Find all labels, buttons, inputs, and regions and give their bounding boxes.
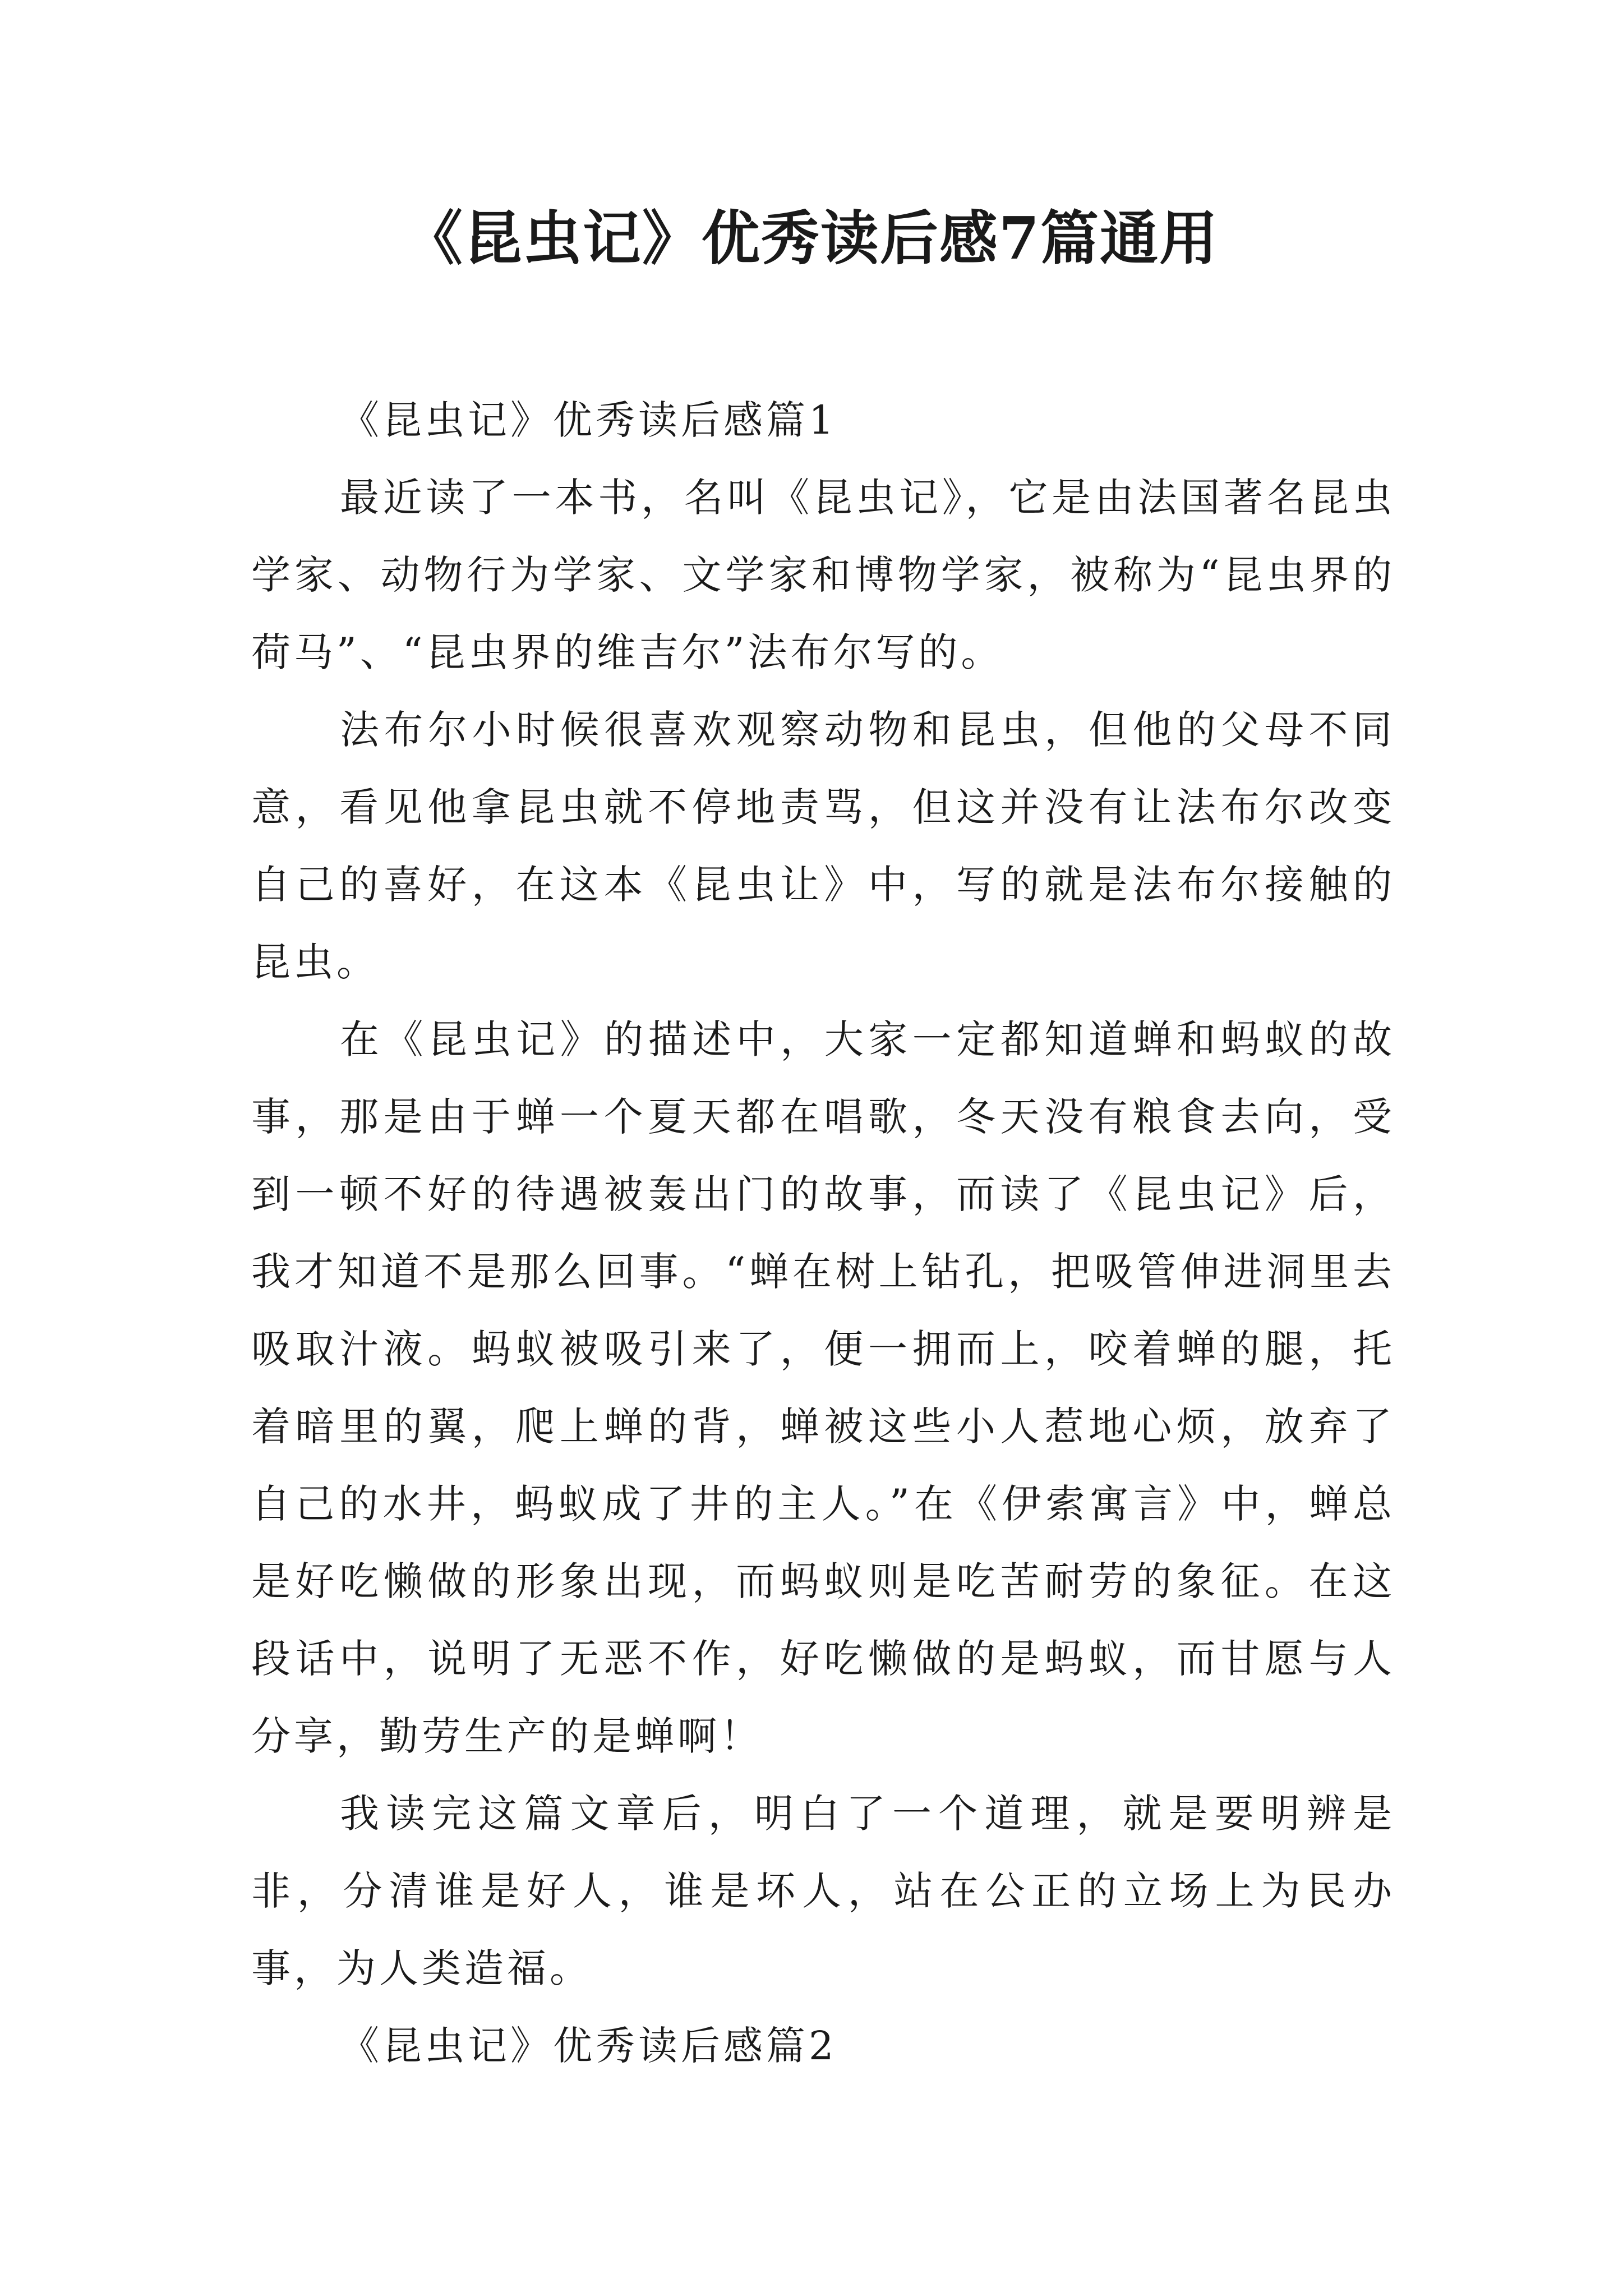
document-body [251, 381, 1395, 2085]
paragraph: 法布尔小时候很喜欢观察动物和昆虫，但他的父母不同意，看见他拿昆虫就不停地责骂，但这并没有让法布尔改变自己的喜好，在这本《昆虫让》中，写的就是法布尔接触的昆虫。 [251, 707, 1395, 985]
section-heading-2: 《昆虫记》优秀读后感篇2 [340, 2023, 837, 2069]
paragraph: 最近读了一本书，名叫《昆虫记》，它是由法国著名昆虫学家、动物行为学家、文学家和博物学家，被称为“昆虫界的荷马”、“昆虫界的维吉尔”法布尔写的。 [251, 475, 1395, 675]
paragraph: 我读完这篇文章后，明白了一个道理，就是要明辨是非，分清谁是好人，谁是坏人，站在公正的立场上为民办事，为人类造福。 [251, 1791, 1395, 1991]
paragraph: 在《昆虫记》的描述中，大家一定都知道蝉和蚂蚁的故事，那是由于蝉一个夏天都在唱歌，冬天没有粮食去向，受到一顿不好的待遇被轰出门的故事，而读了《昆虫记》后，我才知道不是那么回事。“蝉在树上钻孔，把吸管伸进洞里去吸取汁液。蚂蚁被吸引来了，便一拥而上，咬着蝉的腿，托着暗里的翼，爬上蝉的背，蝉被这些小人惹地心烦，放弃了自己的水井，蚂蚁成了井的主人。”在《伊索寓言》中，蝉总是好吃懒做的形象出现，而蚂蚁则是吃苦耐劳的象征。在这段话中，说明了无恶不作，好吃懒做的是蚂蚁，而甘愿与人分享，勤劳生产的是蝉啊！ [251, 1016, 1395, 1759]
section-heading-1: 《昆虫记》优秀读后感篇1 [340, 397, 837, 443]
document-title: 《昆虫记》优秀读后感7篇通用 [404, 204, 1219, 273]
